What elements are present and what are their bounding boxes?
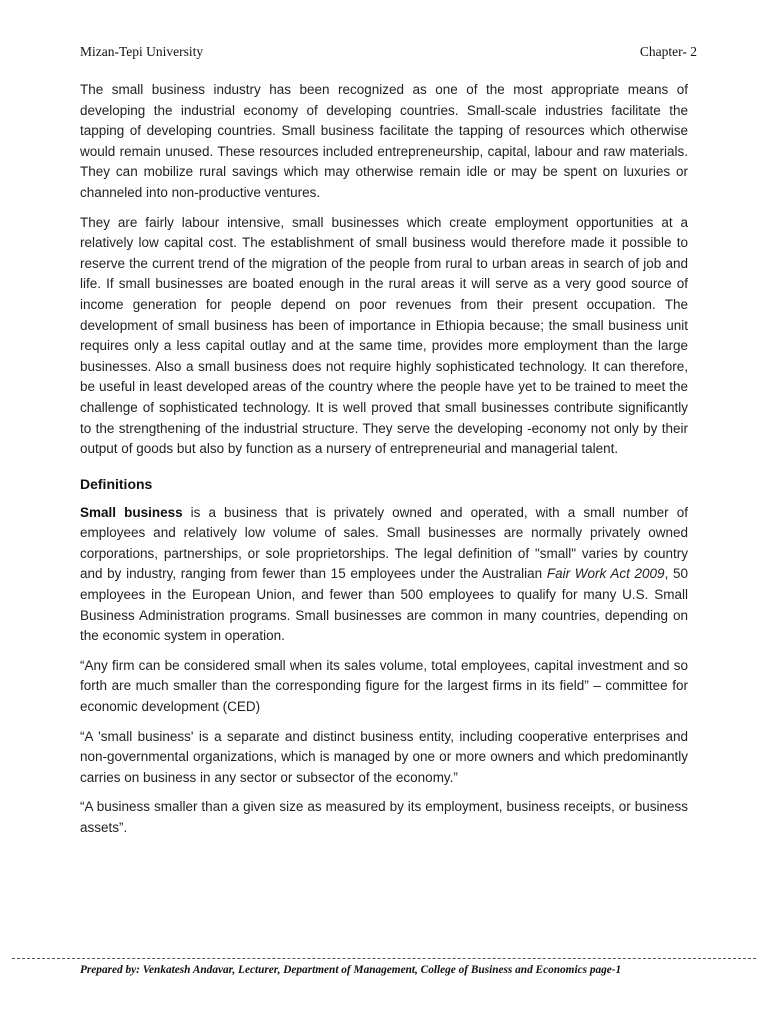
chapter-label: Chapter- 2 <box>639 44 697 59</box>
act-title: Fair Work Act 2009 <box>546 566 665 582</box>
footer-divider <box>12 958 756 959</box>
document-body <box>80 80 688 848</box>
paragraph-labour: They are fairly labour intensive, small businesses which create employment opportunities at a relatively low capital cost. The establishment of small business would therefore made it possible to reserve the current trend of the migration of the people from rural to urban areas in search of job and life. If small businesses are boated enough in the rural areas it will serve as a very good source of income generation for people depend on poor revenues from their present occupation. The development of small business has been of importance in Ethiopia because; the small business unit requires only a less capital outlay and at the same time, provides more employment than the large businesses. Also a small business does not require highly sophisticated technology. It can therefore, be useful in least developed areas of the country where the people have yet to be trained to meet the challenge of sophisticated technology. It is well proved that small businesses contribute significantly to the strengthening of the industrial structure. They serve the developing -economy not only by their output of goods but also by function as a nursery of entrepreneurial and managerial talent. <box>80 214 688 457</box>
university-name: Mizan-Tepi University <box>80 44 204 59</box>
page-header <box>80 44 697 64</box>
definition-text-1: is a business that is privately owned and operated, with a small number of employees and relatively low volume of sales. Small businesses are normally privately owned corporations, partnerships, or sole proprietorships. The legal definition of "small" varies by country and by industry, ranging from fewer than 15 employees under the Australian <box>80 504 688 582</box>
paragraph-intro: The small business industry has been recognized as one of the most appropriate means of developing the industrial economy of developing countries. Small-scale industries facilitate the tapping of developing countries. Small business facilitate the tapping of resources which otherwise would remain unused. These resources included entrepreneurship, capital, labour and raw materials. They can mobilize rural savings which may otherwise remain idle or may be spent on luxuries or channeled into non-productive ventures. <box>80 82 688 200</box>
quote-separate-entity: “A 'small business' is a separate and distinct business entity, including cooperative enterprises and non-governmental organizations, which is managed by one or more owners and which predominantly carries on business in any sector or subsector of the economy.” <box>80 728 688 785</box>
definitions-heading: Definitions <box>80 475 153 492</box>
definition-text-2: , 50 employees in the European Union, and fewer than 500 employees to qualify for many U.S. Small Business Administration programs. Small businesses are common in many countries, depending on the economic system in operation. <box>80 566 688 644</box>
definition-term: Small business <box>80 504 183 520</box>
quote-ced: “Any firm can be considered small when its sales volume, total employees, capital investment and so forth are much smaller than the corresponding figure for the largest firms in its field” – committee for economic development (CED) <box>80 657 688 715</box>
definition-paragraph <box>80 503 688 647</box>
quote-size-measure: “A business smaller than a given size as measured by its employment, business receipts, or business assets”. <box>80 799 688 835</box>
page-footer: Prepared by: Venkatesh Andavar, Lecturer, Department of Management, College of Business and Economics page-1 <box>80 964 622 976</box>
